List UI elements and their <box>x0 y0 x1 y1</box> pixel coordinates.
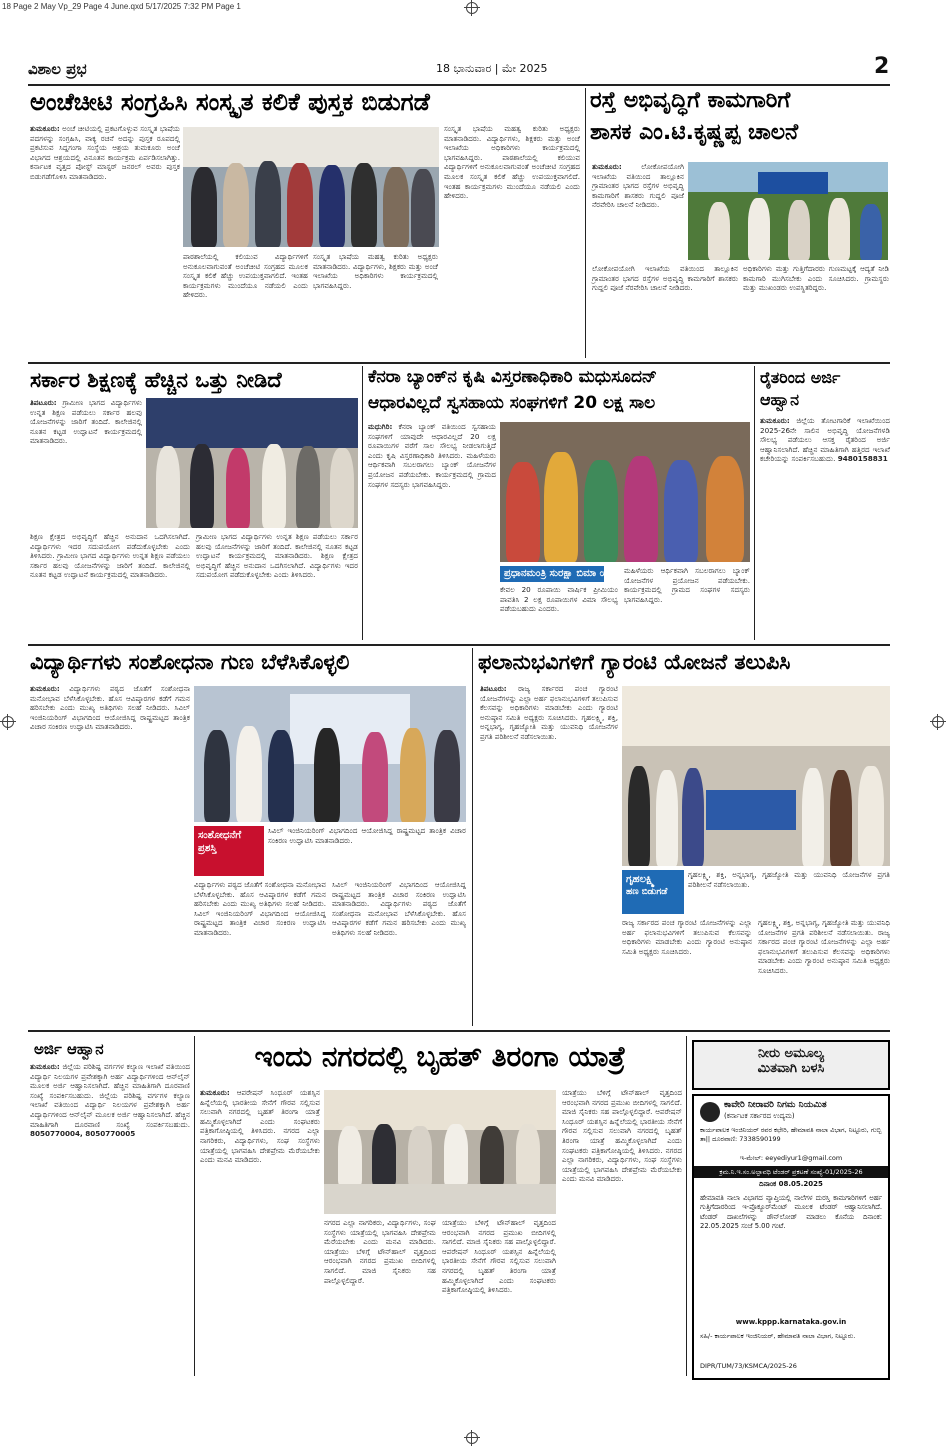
story-photo <box>688 162 888 260</box>
story-text: ಸಂಸ್ಕೃತ ಭಾಷೆಯ ಮಹತ್ವ ಕುರಿತು ಅಧ್ಯಕ್ಷರು ಮಾತನಾಡಿದರು. ವಿದ್ಯಾರ್ಥಿಗಳು, ಶಿಕ್ಷಕರು ಮತ್ತು ಅಂಚೆ ಇಲಾಖೆಯ ಅಧಿಕಾರಿಗಳು ಕಾರ್ಯಕ್ರಮದಲ್ಲಿ ಭಾಗವಹಿಸಿದ್ದರು. <box>313 252 438 290</box>
story-text: ಗ್ರಾಮೀಣ ಭಾಗದ ವಿದ್ಯಾರ್ಥಿಗಳು ಉನ್ನತ ಶಿಕ್ಷಣ ಪಡೆಯಲು ಸರ್ಕಾರ ಹಲವು ಯೋಜನೆಗಳನ್ನು ಜಾರಿಗೆ ತಂದಿದೆ. ಕಾಲೇಜಿನಲ್ಲಿ ನೂತನ ಕಟ್ಟಡ ಉದ್ಘಾಟನೆ ಕಾರ್ಯಕ್ರಮದಲ್ಲಿ ಮಾತನಾಡಿದರು. <box>30 551 190 580</box>
story-text: ವಿದ್ಯಾರ್ಥಿಗಳು ಪಠ್ಯದ ಜೊತೆಗೆ ಸಂಶೋಧನಾ ಮನೋಭಾವ ಬೆಳೆಸಿಕೊಳ್ಳಬೇಕು. ಹೊಸ ಆವಿಷ್ಕಾರಗಳ ಕಡೆಗೆ ಗಮನ ಹರಿಸಬೇಕು ಎಂದು ಮುಖ್ಯ ಅತಿಥಿಗಳು ಸಲಹೆ ನೀಡಿದರು. <box>332 899 466 937</box>
story-text: ಯಾತ್ರೆಯು ಬೆಳಿಗ್ಗೆ ಟೌನ್‌ಹಾಲ್ ವೃತ್ತದಿಂದ ಆರಂಭವಾಗಿ ನಗರದ ಪ್ರಮುಖ ಬೀದಿಗಳಲ್ಲಿ ಸಾಗಲಿದೆ. ಮಾಜಿ ಸೈನಿಕರು ಸಹ ಪಾಲ್ಗೊಳ್ಳಲಿದ್ದಾರೆ. <box>562 1088 682 1117</box>
phone-number: 9480158831 <box>837 454 888 464</box>
infobox-title: ಸಂಶೋಧನೆಗೆ <box>198 830 242 841</box>
issue-date: 18 ಭಾನುವಾರ | ಮೇ 2025 <box>436 62 548 75</box>
story-text: ಅಧಿಕಾರಿಗಳು ಮತ್ತು ಗುತ್ತಿಗೆದಾರರು ಗುಣಮಟ್ಟಕ್ಕೆ ಆದ್ಯತೆ ನೀಡಿ ಕಾಮಗಾರಿ ಮುಗಿಸಬೇಕು ಎಂದು ಸೂಚಿಸಿದರು. ಗ್ರಾಮಸ್ಥರು ಮತ್ತು ಮುಖಂಡರು ಉಪಸ್ಥಿತರಿದ್ದರು. <box>743 264 889 293</box>
story-text: ಯಾತ್ರೆಯು ಬೆಳಿಗ್ಗೆ ಟೌನ್‌ಹಾಲ್ ವೃತ್ತದಿಂದ ಆರಂಭವಾಗಿ ನಗರದ ಪ್ರಮುಖ ಬೀದಿಗಳಲ್ಲಿ ಸಾಗಲಿದೆ. ಮಾಜಿ ಸೈನಿಕರು ಸಹ ಪಾಲ್ಗೊಳ್ಳಲಿದ್ದಾರೆ. <box>442 1218 556 1247</box>
column-divider <box>472 648 473 1026</box>
story-body <box>30 1062 190 1372</box>
story-photo <box>146 398 358 528</box>
emblem-icon <box>700 1102 720 1122</box>
tender-ad <box>692 1094 890 1380</box>
infobox-banner <box>622 870 684 914</box>
story-text: ವಿದ್ಯಾರ್ಥಿಗಳು ಪಠ್ಯದ ಜೊತೆಗೆ ಸಂಶೋಧನಾ ಮನೋಭಾವ ಬೆಳೆಸಿಕೊಳ್ಳಬೇಕು. ಹೊಸ ಆವಿಷ್ಕಾರಗಳ ಕಡೆಗೆ ಗಮನ ಹರಿಸಬೇಕು ಎಂದು ಮುಖ್ಯ ಅತಿಥಿಗಳು ಸಲಹೆ ನೀಡಿದರು. <box>194 880 326 909</box>
story-text: ನಗರದ ಎಲ್ಲಾ ನಾಗರಿಕರು, ವಿದ್ಯಾರ್ಥಿಗಳು, ಸಂಘ ಸಂಸ್ಥೆಗಳು ಯಾತ್ರೆಯಲ್ಲಿ ಭಾಗವಹಿಸಿ ದೇಶಪ್ರೇಮ ಮೆರೆಯಬೇಕು ಎಂದು ಮನವಿ ಮಾಡಿದರು. <box>200 1126 321 1165</box>
dateline: ತುಮಕೂರು: <box>30 124 60 133</box>
story-headline: ಸರ್ಕಾರ ಶಿಕ್ಷಣಕ್ಕೆ ಹೆಚ್ಚಿನ ಒತ್ತು ನೀಡಿದೆ <box>30 368 282 392</box>
story-text: ಜಿಲ್ಲೆಯ ಪರಿಶಿಷ್ಟ ವರ್ಗಗಳ ಕಲ್ಯಾಣ ಇಲಾಖೆ ವತಿಯಿಂದ ವಿದ್ಯಾರ್ಥಿ ನಿಲಯಗಳ ಪ್ರವೇಶಕ್ಕಾಗಿ ಅರ್ಹ ವಿದ್ಯಾರ್ಥಿಗಳಿಂದ ಆನ್‌ಲೈನ್ ಮೂಲಕ ಅರ್ಜಿ ಆಹ್ವಾನಿಸಲಾಗಿದೆ. ಹೆಚ್ಚಿನ ಮಾಹಿತಿಗಾಗಿ ದೂರವಾಣಿ ಸಂಖ್ಯೆ ಸಂಪರ್ಕಿಸಬಹುದು. <box>30 1090 191 1129</box>
story-body <box>480 684 618 1024</box>
story-text: ಶಿಕ್ಷಣ ಕ್ಷೇತ್ರದ ಅಭಿವೃದ್ಧಿಗೆ ಹೆಚ್ಚಿನ ಅನುದಾನ ಒದಗಿಸಲಾಗಿದೆ. ವಿದ್ಯಾರ್ಥಿಗಳು ಇದರ ಸದುಪಯೋಗ ಪಡೆದುಕೊಳ್ಳಬೇಕು ಎಂದು ತಿಳಿಸಿದರು. <box>196 551 358 580</box>
story-text: ಸಿವಿಲ್ ಇಂಜಿನಿಯರಿಂಗ್ ವಿಭಾಗದಿಂದ ಆಯೋಜಿಸಿದ್ದ ರಾಷ್ಟ್ರಮಟ್ಟದ ತಾಂತ್ರಿಕ ವಿಚಾರ ಸಂಕಿರಣ ಉದ್ಘಾಟಿಸಿ ಮಾತನಾಡಿದರು. <box>194 908 326 937</box>
story-text: ಆಪರೇಷನ್ ಸಿಂಧೂರ್ ಯಶಸ್ಸಿನ ಹಿನ್ನೆಲೆಯಲ್ಲಿ ಭಾರತೀಯ ಸೇನೆಗೆ ಗೌರವ ಸಲ್ಲಿಸುವ ಸಲುವಾಗಿ ನಗರದಲ್ಲಿ ಬೃಹತ್ ತಿರಂಗಾ ಯಾತ್ರೆ ಹಮ್ಮಿಕೊಳ್ಳಲಾಗಿದೆ ಎಂದು ಸಂಘಟಕರು ಪತ್ರಿಕಾಗೋಷ್ಠಿಯಲ್ಲಿ ತಿಳಿಸಿದರು. <box>562 1107 682 1155</box>
story-headline: ಶಾಸಕ ಎಂ.ಟಿ.ಕೃಷ್ಣಪ್ಪ ಚಾಲನೆ <box>590 120 799 145</box>
tender-email: ಇ-ಮೇಲ್: eeyediyur1@gmail.com <box>739 1154 843 1162</box>
story-text: ರಾಜ್ಯ ಸರ್ಕಾರದ ಪಂಚ ಗ್ಯಾರಂಟಿ ಯೋಜನೆಗಳನ್ನು ಎಲ್ಲಾ ಅರ್ಹ ಫಲಾನುಭವಿಗಳಿಗೆ ತಲುಪಿಸುವ ಕೆಲಸವನ್ನು ಅಧಿಕಾರಿಗಳು ಮಾಡಬೇಕು ಎಂದು ಗ್ಯಾರಂಟಿ ಅನುಷ್ಠಾನ ಸಮಿತಿ ಅಧ್ಯಕ್ಷರು ಸೂಚಿಸಿದರು. <box>480 684 618 722</box>
story-text: ರಾಜ್ಯ ಸರ್ಕಾರದ ಪಂಚ ಗ್ಯಾರಂಟಿ ಯೋಜನೆಗಳನ್ನು ಎಲ್ಲಾ ಅರ್ಹ ಫಲಾನುಭವಿಗಳಿಗೆ ತಲುಪಿಸುವ ಕೆಲಸವನ್ನು ಅಧಿಕಾರಿಗಳು ಮಾಡಬೇಕು ಎಂದು ಗ್ಯಾರಂಟಿ ಅನುಷ್ಠಾನ ಸಮಿತಿ ಅಧ್ಯಕ್ಷರು ಸೂಚಿಸಿದರು. <box>758 927 890 975</box>
story-text: ಮಹಿಳೆಯರು ಆರ್ಥಿಕವಾಗಿ ಸಬಲರಾಗಲು ಬ್ಯಾಂಕ್ ಯೋಜನೆಗಳ ಪ್ರಯೋಜನ ಪಡೆಯಬೇಕು. ಕಾರ್ಯಕ್ರಮದಲ್ಲಿ ಗ್ರಾಮದ ಸಂಘಗಳ ಸದಸ್ಯರು ಭಾಗವಹಿಸಿದ್ದರು. <box>624 566 750 604</box>
story-body <box>324 1218 436 1376</box>
registration-mark <box>466 1432 478 1444</box>
story-text: ಲೋಕೋಪಯೋಗಿ ಇಲಾಖೆಯ ವತಿಯಿಂದ ತಾಲ್ಲೂಕಿನ ಗ್ರಾಮಾಂತರ ಭಾಗದ ರಸ್ತೆಗಳ ಅಭಿವೃದ್ಧಿ ಕಾಮಗಾರಿಗೆ ಶಾಸಕರು ಗುದ್ದಲಿ ಪೂಜೆ ನೆರವೇರಿಸಿ ಚಾಲನೆ ನೀಡಿದರು. <box>592 264 738 293</box>
story-photo <box>500 422 750 562</box>
story-text: ಗ್ರಾಮೀಣ ಭಾಗದ ವಿದ್ಯಾರ್ಥಿಗಳು ಉನ್ನತ ಶಿಕ್ಷಣ ಪಡೆಯಲು ಸರ್ಕಾರ ಹಲವು ಯೋಜನೆಗಳನ್ನು ಜಾರಿಗೆ ತಂದಿದೆ. ಕಾಲೇಜಿನಲ್ಲಿ ನೂತನ ಕಟ್ಟಡ ಉದ್ಘಾಟನೆ ಕಾರ್ಯಕ್ರಮದಲ್ಲಿ ಮಾತನಾಡಿದರು. <box>30 398 142 446</box>
dateline: ತಿಪಟೂರು: <box>480 684 507 693</box>
story-body <box>368 422 496 638</box>
story-body <box>624 566 750 638</box>
story-body <box>622 918 752 1024</box>
column-divider <box>754 366 755 640</box>
water-ad-line1: ನೀರು ಅಮೂಲ್ಯ <box>758 1046 824 1061</box>
dateline: ತುಮಕೂರು: <box>760 416 790 425</box>
story-photo <box>183 127 439 247</box>
story-headline: ರಸ್ತೆ ಅಭಿವೃದ್ಧಿಗೆ ಕಾಮಗಾರಿಗೆ <box>590 88 791 113</box>
story-text: ಸಿವಿಲ್ ಇಂಜಿನಿಯರಿಂಗ್ ವಿಭಾಗದಿಂದ ಆಯೋಜಿಸಿದ್ದ ರಾಷ್ಟ್ರಮಟ್ಟದ ತಾಂತ್ರಿಕ ವಿಚಾರ ಸಂಕಿರಣ ಉದ್ಘಾಟಿಸಿ ಮಾತನಾಡಿದರು. <box>268 826 466 845</box>
story-text: ಆಪರೇಷನ್ ಸಿಂಧೂರ್ ಯಶಸ್ಸಿನ ಹಿನ್ನೆಲೆಯಲ್ಲಿ ಭಾರತೀಯ ಸೇನೆಗೆ ಗೌರವ ಸಲ್ಲಿಸುವ ಸಲುವಾಗಿ ನಗರದಲ್ಲಿ ಬೃಹತ್ ತಿರಂಗಾ ಯಾತ್ರೆ ಹಮ್ಮಿಕೊಳ್ಳಲಾಗಿದೆ ಎಂದು ಸಂಘಟಕರು ಪತ್ರಿಕಾಗೋಷ್ಠಿಯಲ್ಲಿ ತಿಳಿಸಿದರು. <box>200 1088 320 1136</box>
story-text: ಅಂಚೆ ಚೀಟಿಯಲ್ಲಿ ಪ್ರಕಟಗೊಳ್ಳುವ ಸಂಸ್ಕೃತ ಭಾಷೆಯ ಪದಗಳನ್ನು ಸಂಗ್ರಹಿಸಿ, ವಾಕ್ಯ ರಚನೆ ಅದನ್ನು ಪುಸ್ತಕ ರೂಪದಲ್ಲಿ ಪ್ರಕಟಿಸುವ ಸಿದ್ದಗಂಗಾ ಸಂಸ್ಥೆಯ ಆಶ್ರಯ ತುಮಕೂರು ಅಂಚೆ ವಿಭಾಗದ ಆಶ್ರಯದಲ್ಲಿ ವಿನೂತನ ಕಾರ್ಯಕ್ರಮ ಏರ್ಪಡಿಸಲಾಗಿತ್ತು. ಕರ್ನಾಟಕ ವೃತ್ತದ ಪೋಸ್ಟ್ ಮಾಸ್ಟರ್ ಜನರಲ್ ಅವರು ಪುಸ್ತಕ ಬಿಡುಗಡೆಗೊಳಿಸಿ ಮಾತನಾಡಿದರು. <box>30 124 181 181</box>
story-headline: ಅರ್ಜಿ ಆಹ್ವಾನ <box>34 1040 104 1058</box>
story-headline: ಅಂಚೆಚೀಟಿ ಸಂಗ್ರಹಿಸಿ ಸಂಸ್ಕೃತ ಕಲಿಕೆ ಪುಸ್ತಕ ಬಿಡುಗಡೆ <box>30 88 430 116</box>
story-photo <box>194 686 466 822</box>
story-text: ಯಾತ್ರೆಯು ಬೆಳಿಗ್ಗೆ ಟೌನ್‌ಹಾಲ್ ವೃತ್ತದಿಂದ ಆರಂಭವಾಗಿ ನಗರದ ಪ್ರಮುಖ ಬೀದಿಗಳಲ್ಲಿ ಸಾಗಲಿದೆ. ಮಾಜಿ ಸೈನಿಕರು ಸಹ ಪಾಲ್ಗೊಳ್ಳಲಿದ್ದಾರೆ. <box>324 1246 436 1285</box>
paper-name: ವಿಶಾಲ ಪ್ರಭ <box>28 60 87 78</box>
story-body <box>313 252 438 359</box>
story-headline: ವಿದ್ಯಾರ್ಥಿಗಳು ಸಂಶೋಧನಾ ಗುಣ ಬೆಳೆಸಿಕೊಳ್ಳಲಿ <box>30 650 350 674</box>
story-body <box>442 1218 556 1376</box>
story-body <box>444 124 580 359</box>
dateline: ಮಧುಗಿರಿ: <box>368 422 393 431</box>
dateline: ತುಮಕೂರು: <box>592 162 622 171</box>
story-photo <box>324 1090 556 1214</box>
story-headline: ಫಲಾನುಭವಿಗಳಿಗೆ ಗ್ಯಾರಂಟಿ ಯೋಜನೆ ತಲುಪಿಸಿ <box>478 650 791 674</box>
story-body <box>183 252 308 359</box>
story-body <box>30 532 190 638</box>
tender-body: ಹೇಮಾವತಿ ನಾಲಾ ವಿಭಾಗದ ವ್ಯಾಪ್ತಿಯಲ್ಲಿ ನಾಲೆಗಳ ದುರಸ್ತಿ ಕಾಮಗಾರಿಗಳಿಗೆ ಅರ್ಹ ಗುತ್ತಿಗೆದಾರರಿಂದ ಇ-ಪ್ರೊಕ್ಯೂರ್‌ಮೆಂಟ್ ಮೂಲಕ ಟೆಂಡರ್ ಆಹ್ವಾನಿಸಲಾಗಿದೆ. ಟೆಂಡರ್ ದಾಖಲೆಗಳನ್ನು ಡೌನ್‌ಲೋಡ್ ಮಾಡಲು ಕೊನೆಯ ದಿನಾಂಕ: 22.05.2025 ಸಂಜೆ 5.00 ಗಂಟೆ. <box>700 1194 882 1231</box>
infobox-title: ಪ್ರಧಾನಮಂತ್ರಿ ಸುರಕ್ಷಾ ಬಿಮಾ ಯೋಜನೆ <box>500 566 604 582</box>
story-headline: ಆಹ್ವಾನ <box>760 390 800 409</box>
registration-mark <box>2 716 14 728</box>
water-ad-line2: ಮಿತವಾಗಿ ಬಳಸಿ <box>757 1061 825 1076</box>
story-text: ಸಿವಿಲ್ ಇಂಜಿನಿಯರಿಂಗ್ ವಿಭಾಗದಿಂದ ಆಯೋಜಿಸಿದ್ದ ರಾಷ್ಟ್ರಮಟ್ಟದ ತಾಂತ್ರಿಕ ವಿಚಾರ ಸಂಕಿರಣ ಉದ್ಘಾಟಿಸಿ ಮಾತನಾಡಿದರು. <box>332 880 466 909</box>
story-text: ಪಾಠಶಾಲೆಯಲ್ಲಿ ಕಲಿಯುವ ವಿದ್ಯಾರ್ಥಿಗಳಿಗೆ ಅನುಕೂಲವಾಗುವಂತೆ ಅಂಚೆಚೀಟಿ ಸಂಗ್ರಹದ ಮೂಲಕ ಸಂಸ್ಕೃತ ಕಲಿಕೆ ಹೆಚ್ಚು ಉಪಯುಕ್ತವಾಗಲಿದೆ. ಇಂತಹ ಕಾರ್ಯಕ್ರಮಗಳು ಮುಂದೆಯೂ ನಡೆಯಲಿ ಎಂದು ಹೇಳಿದರು. <box>183 252 308 300</box>
story-body <box>194 880 326 1024</box>
story-text: ಜಿಲ್ಲೆಯ ಪರಿಶಿಷ್ಟ ವರ್ಗಗಳ ಕಲ್ಯಾಣ ಇಲಾಖೆ ವತಿಯಿಂದ ವಿದ್ಯಾರ್ಥಿ ನಿಲಯಗಳ ಪ್ರವೇಶಕ್ಕಾಗಿ ಅರ್ಹ ವಿದ್ಯಾರ್ಥಿಗಳಿಂದ ಆನ್‌ಲೈನ್ ಮೂಲಕ ಅರ್ಜಿ ಆಹ್ವಾನಿಸಲಾಗಿದೆ. ಹೆಚ್ಚಿನ ಮಾಹಿತಿಗಾಗಿ ದೂರವಾಣಿ ಸಂಖ್ಯೆ ಸಂಪರ್ಕಿಸಬಹುದು. <box>30 1062 190 1100</box>
dateline: ತುಮಕೂರು: <box>30 1062 60 1071</box>
tender-signature: ಸಹಿ/- ಕಾರ್ಯಪಾಲಕ ಇಂಜಿನಿಯರ್, ಹೇಮಾವತಿ ನಾಲಾ ವಿಭಾಗ, ನಿಟ್ಟೂರು. <box>700 1332 856 1340</box>
tender-org: ಕಾವೇರಿ ನೀರಾವರಿ ನಿಗಮ ನಿಯಮಿತ <box>724 1100 827 1110</box>
story-headline: ಇಂದು ನಗರದಲ್ಲಿ ಬೃಹತ್ ತಿರಂಗಾ ಯಾತ್ರೆ <box>254 1040 626 1073</box>
section-rule <box>28 1030 890 1032</box>
story-body <box>760 416 890 638</box>
story-body <box>30 684 190 1024</box>
story-headline: ಕೆನರಾ ಬ್ಯಾಂಕ್‌ನ ಕೃಷಿ ವಿಸ್ತರಣಾಧಿಕಾರಿ ಮಧುಸೂದನ್ <box>368 367 657 387</box>
tender-website: www.kppp.karnataka.gov.in <box>735 1318 847 1326</box>
water-ad <box>692 1040 890 1090</box>
story-body <box>592 162 684 260</box>
story-body <box>30 124 180 359</box>
story-text: ಗೃಹಲಕ್ಷ್ಮಿ, ಶಕ್ತಿ, ಅನ್ನಭಾಗ್ಯ, ಗೃಹಜ್ಯೋತಿ ಮತ್ತು ಯುವನಿಧಿ ಯೋಜನೆಗಳ ಪ್ರಗತಿ ಪರಿಶೀಲನೆ ನಡೆಸಲಾಯಿತು. <box>480 712 618 741</box>
tender-org-sub: (ಕರ್ನಾಟಕ ಸರ್ಕಾರದ ಉದ್ಯಮ) <box>724 1112 795 1120</box>
story-body <box>332 880 466 1024</box>
story-text: ಗೃಹಲಕ್ಷ್ಮಿ, ಶಕ್ತಿ, ಅನ್ನಭಾಗ್ಯ, ಗೃಹಜ್ಯೋತಿ ಮತ್ತು ಯುವನಿಧಿ ಯೋಜನೆಗಳ ಪ್ರಗತಿ ಪರಿಶೀಲನೆ ನಡೆಸಲಾಯಿತು. <box>758 918 890 937</box>
story-text: ನಗರದ ಎಲ್ಲಾ ನಾಗರಿಕರು, ವಿದ್ಯಾರ್ಥಿಗಳು, ಸಂಘ ಸಂಸ್ಥೆಗಳು ಯಾತ್ರೆಯಲ್ಲಿ ಭಾಗವಹಿಸಿ ದೇಶಪ್ರೇಮ ಮೆರೆಯಬೇಕು ಎಂದು ಮನವಿ ಮಾಡಿದರು. <box>562 1145 682 1184</box>
story-text: ನಗರದ ಎಲ್ಲಾ ನಾಗರಿಕರು, ವಿದ್ಯಾರ್ಥಿಗಳು, ಸಂಘ ಸಂಸ್ಥೆಗಳು ಯಾತ್ರೆಯಲ್ಲಿ ಭಾಗವಹಿಸಿ ದೇಶಪ್ರೇಮ ಮೆರೆಯಬೇಕು ಎಂದು ಮನವಿ ಮಾಡಿದರು. <box>324 1218 436 1247</box>
story-photo <box>622 686 890 866</box>
story-text: ಜಿಲ್ಲೆಯ ತೋಟಗಾರಿಕೆ ಇಲಾಖೆಯಿಂದ 2025-26ನೇ ಸಾಲಿನ ಅಭಿವೃದ್ಧಿ ಯೋಜನೆಗಳಡಿ ಸೌಲಭ್ಯ ಪಡೆಯಲು ಆಸಕ್ತ ರೈತರಿಂದ ಅರ್ಜಿ ಆಹ್ವಾನಿಸಲಾಗಿದೆ. ಹೆಚ್ಚಿನ ಮಾಹಿತಿಗಾಗಿ ಹತ್ತಿರದ ಇಲಾಖೆ ಕಚೇರಿಯನ್ನು ಸಂಪರ್ಕಿಸಬಹುದು. <box>760 416 890 464</box>
story-body <box>268 826 466 876</box>
dateline: ತುಮಕೂರು: <box>30 684 60 693</box>
column-divider <box>362 366 363 640</box>
section-rule <box>28 644 890 646</box>
masthead-rule <box>28 84 890 86</box>
story-text: ಕೆನರಾ ಬ್ಯಾಂಕ್ ವತಿಯಿಂದ ಸ್ವಸಹಾಯ ಸಂಘಗಳಿಗೆ ಯಾವುದೇ ಆಧಾರವಿಲ್ಲದೆ 20 ಲಕ್ಷ ರೂಪಾಯಿಗಳ ವರೆಗೆ ಸಾಲ ಸೌಲಭ್ಯ ನೀಡಲಾಗುತ್ತಿದೆ ಎಂದು ಕೃಷಿ ವಿಸ್ತರಣಾಧಿಕಾರಿ ತಿಳಿಸಿದರು. <box>368 422 496 460</box>
story-body <box>562 1088 682 1376</box>
dateline: ತಿಪಟೂರು: <box>30 398 57 407</box>
story-text: ಗೃಹಲಕ್ಷ್ಮಿ, ಶಕ್ತಿ, ಅನ್ನಭಾಗ್ಯ, ಗೃಹಜ್ಯೋತಿ ಮತ್ತು ಯುವನಿಧಿ ಯೋಜನೆಗಳ ಪ್ರಗತಿ ಪರಿಶೀಲನೆ ನಡೆಸಲಾಯಿತು. <box>688 870 890 889</box>
story-body <box>500 585 618 638</box>
infobox-subtitle: ಪ್ರಶಸ್ತಿ <box>198 843 217 854</box>
page-masthead <box>18 56 898 82</box>
infobox-title: ಗೃಹಲಕ್ಷ್ಮಿ <box>626 874 655 885</box>
story-body <box>30 398 142 528</box>
column-divider <box>585 88 586 358</box>
tender-office: ಕಾರ್ಯಪಾಲಕ ಇಂಜಿನಿಯರ್ ರವರ ಕಛೇರಿ, ಹೇಮಾವತಿ ನಾಲಾ ವಿಭಾಗ, ನಿಟ್ಟೂರು, ಗುಬ್ಬಿ ತಾ|| ದೂರವಾಣಿ: 7338590199 <box>700 1126 882 1143</box>
story-text: ರಾಜ್ಯ ಸರ್ಕಾರದ ಪಂಚ ಗ್ಯಾರಂಟಿ ಯೋಜನೆಗಳನ್ನು ಎಲ್ಲಾ ಅರ್ಹ ಫಲಾನುಭವಿಗಳಿಗೆ ತಲುಪಿಸುವ ಕೆಲಸವನ್ನು ಅಧಿಕಾರಿಗಳು ಮಾಡಬೇಕು ಎಂದು ಗ್ಯಾರಂಟಿ ಅನುಷ್ಠಾನ ಸಮಿತಿ ಅಧ್ಯಕ್ಷರು ಸೂಚಿಸಿದರು. <box>622 918 752 956</box>
registration-mark <box>466 2 478 14</box>
story-body <box>200 1088 320 1376</box>
registration-mark <box>932 716 944 728</box>
story-text: ಆಪರೇಷನ್ ಸಿಂಧೂರ್ ಯಶಸ್ಸಿನ ಹಿನ್ನೆಲೆಯಲ್ಲಿ ಭಾರತೀಯ ಸೇನೆಗೆ ಗೌರವ ಸಲ್ಲಿಸುವ ಸಲುವಾಗಿ ನಗರದಲ್ಲಿ ಬೃಹತ್ ತಿರಂಗಾ ಯಾತ್ರೆ ಹಮ್ಮಿಕೊಳ್ಳಲಾಗಿದೆ ಎಂದು ಸಂಘಟಕರು ಪತ್ರಿಕಾಗೋಷ್ಠಿಯಲ್ಲಿ ತಿಳಿಸಿದರು. <box>442 1246 556 1295</box>
story-headline: ಆಧಾರವಿಲ್ಲದೆ ಸ್ವಸಹಾಯ ಸಂಘಗಳಿಗೆ 20 ಲಕ್ಷ ಸಾಲ <box>368 393 656 413</box>
story-text: ವಿದ್ಯಾರ್ಥಿಗಳು ಪಠ್ಯದ ಜೊತೆಗೆ ಸಂಶೋಧನಾ ಮನೋಭಾವ ಬೆಳೆಸಿಕೊಳ್ಳಬೇಕು. ಹೊಸ ಆವಿಷ್ಕಾರಗಳ ಕಡೆಗೆ ಗಮನ ಹರಿಸಬೇಕು ಎಂದು ಮುಖ್ಯ ಅತಿಥಿಗಳು ಸಲಹೆ ನೀಡಿದರು. <box>30 684 190 713</box>
tender-number: ಕ್ರಮ.ನಿ.ಇ.ಸಂ.ಅಲ್ಪಾವಧಿ ಟೆಂಡರ್ ಪ್ರಕಟಣೆ ಸಂಖ್ಯೆ-01/2025-26 <box>694 1166 888 1178</box>
page-number: 2 <box>874 54 890 79</box>
story-text: ಪಾಠಶಾಲೆಯಲ್ಲಿ ಕಲಿಯುವ ವಿದ್ಯಾರ್ಥಿಗಳಿಗೆ ಅನುಕೂಲವಾಗುವಂತೆ ಅಂಚೆಚೀಟಿ ಸಂಗ್ರಹದ ಮೂಲಕ ಸಂಸ್ಕೃತ ಕಲಿಕೆ ಹೆಚ್ಚು ಉಪಯುಕ್ತವಾಗಲಿದೆ. ಇಂತಹ ಕಾರ್ಯಕ್ರಮಗಳು ಮುಂದೆಯೂ ನಡೆಯಲಿ ಎಂದು ಹೇಳಿದರು. <box>444 152 580 201</box>
section-rule <box>28 362 890 364</box>
infobox-banner <box>194 826 264 876</box>
dateline: ತುಮಕೂರು: <box>200 1088 230 1097</box>
printer-slug-text: 18 Page 2 May Vp_29 Page 4 June.qxd 5/17/2025 7:32 PM Page 1 <box>2 2 241 11</box>
column-divider <box>194 1036 195 1376</box>
tender-dipr: DIPR/TUM/73/KSMCA/2025-26 <box>700 1362 797 1370</box>
story-text: ಸಂಸ್ಕೃತ ಭಾಷೆಯ ಮಹತ್ವ ಕುರಿತು ಅಧ್ಯಕ್ಷರು ಮಾತನಾಡಿದರು. ವಿದ್ಯಾರ್ಥಿಗಳು, ಶಿಕ್ಷಕರು ಮತ್ತು ಅಂಚೆ ಇಲಾಖೆಯ ಅಧಿಕಾರಿಗಳು ಕಾರ್ಯಕ್ರಮದಲ್ಲಿ ಭಾಗವಹಿಸಿದ್ದರು. <box>444 124 580 162</box>
story-body <box>196 532 358 638</box>
story-text: ಶಿಕ್ಷಣ ಕ್ಷೇತ್ರದ ಅಭಿವೃದ್ಧಿಗೆ ಹೆಚ್ಚಿನ ಅನುದಾನ ಒದಗಿಸಲಾಗಿದೆ. ವಿದ್ಯಾರ್ಥಿಗಳು ಇದರ ಸದುಪಯೋಗ ಪಡೆದುಕೊಳ್ಳಬೇಕು ಎಂದು ತಿಳಿಸಿದರು. <box>30 532 190 561</box>
story-text: ಗ್ರಾಮೀಣ ಭಾಗದ ವಿದ್ಯಾರ್ಥಿಗಳು ಉನ್ನತ ಶಿಕ್ಷಣ ಪಡೆಯಲು ಸರ್ಕಾರ ಹಲವು ಯೋಜನೆಗಳನ್ನು ಜಾರಿಗೆ ತಂದಿದೆ. ಕಾಲೇಜಿನಲ್ಲಿ ನೂತನ ಕಟ್ಟಡ ಉದ್ಘಾಟನೆ ಕಾರ್ಯಕ್ರಮದಲ್ಲಿ ಮಾತನಾಡಿದರು. <box>196 532 358 561</box>
story-text: ಮಹಿಳೆಯರು ಆರ್ಥಿಕವಾಗಿ ಸಬಲರಾಗಲು ಬ್ಯಾಂಕ್ ಯೋಜನೆಗಳ ಪ್ರಯೋಜನ ಪಡೆಯಬೇಕು. ಕಾರ್ಯಕ್ರಮದಲ್ಲಿ ಗ್ರಾಮದ ಸಂಘಗಳ ಸದಸ್ಯರು ಭಾಗವಹಿಸಿದ್ದರು. <box>368 450 496 489</box>
tender-date: ದಿನಾಂಕ 08.05.2025 <box>759 1180 823 1188</box>
story-text: ಕೇವಲ 20 ರೂಪಾಯಿ ವಾರ್ಷಿಕ ಪ್ರೀಮಿಯಂ ಪಾವತಿಸಿ 2 ಲಕ್ಷ ರೂಪಾಯಿಗಳ ವಿಮಾ ಸೌಲಭ್ಯ ಪಡೆಯಬಹುದು ಎಂದರು. <box>500 585 618 614</box>
story-body <box>592 264 738 358</box>
story-body <box>688 870 890 914</box>
story-body <box>758 918 890 1024</box>
story-headline: ರೈತರಿಂದ ಅರ್ಜಿ <box>760 368 841 387</box>
phone-number: 8050770004, 8050770005 <box>30 1129 136 1139</box>
column-divider <box>686 1036 687 1376</box>
story-body <box>743 264 889 358</box>
infobox-subtitle: ಹಣ ಬಿಡುಗಡೆ <box>626 887 668 897</box>
story-text: ಸಿವಿಲ್ ಇಂಜಿನಿಯರಿಂಗ್ ವಿಭಾಗದಿಂದ ಆಯೋಜಿಸಿದ್ದ ರಾಷ್ಟ್ರಮಟ್ಟದ ತಾಂತ್ರಿಕ ವಿಚಾರ ಸಂಕಿರಣ ಉದ್ಘಾಟಿಸಿ ಮಾತನಾಡಿದರು. <box>30 703 190 732</box>
story-text: ಲೋಕೋಪಯೋಗಿ ಇಲಾಖೆಯ ವತಿಯಿಂದ ತಾಲ್ಲೂಕಿನ ಗ್ರಾಮಾಂತರ ಭಾಗದ ರಸ್ತೆಗಳ ಅಭಿವೃದ್ಧಿ ಕಾಮಗಾರಿಗೆ ಶಾಸಕರು ಗುದ್ದಲಿ ಪೂಜೆ ನೆರವೇರಿಸಿ ಚಾಲನೆ ನೀಡಿದರು. <box>592 162 684 210</box>
